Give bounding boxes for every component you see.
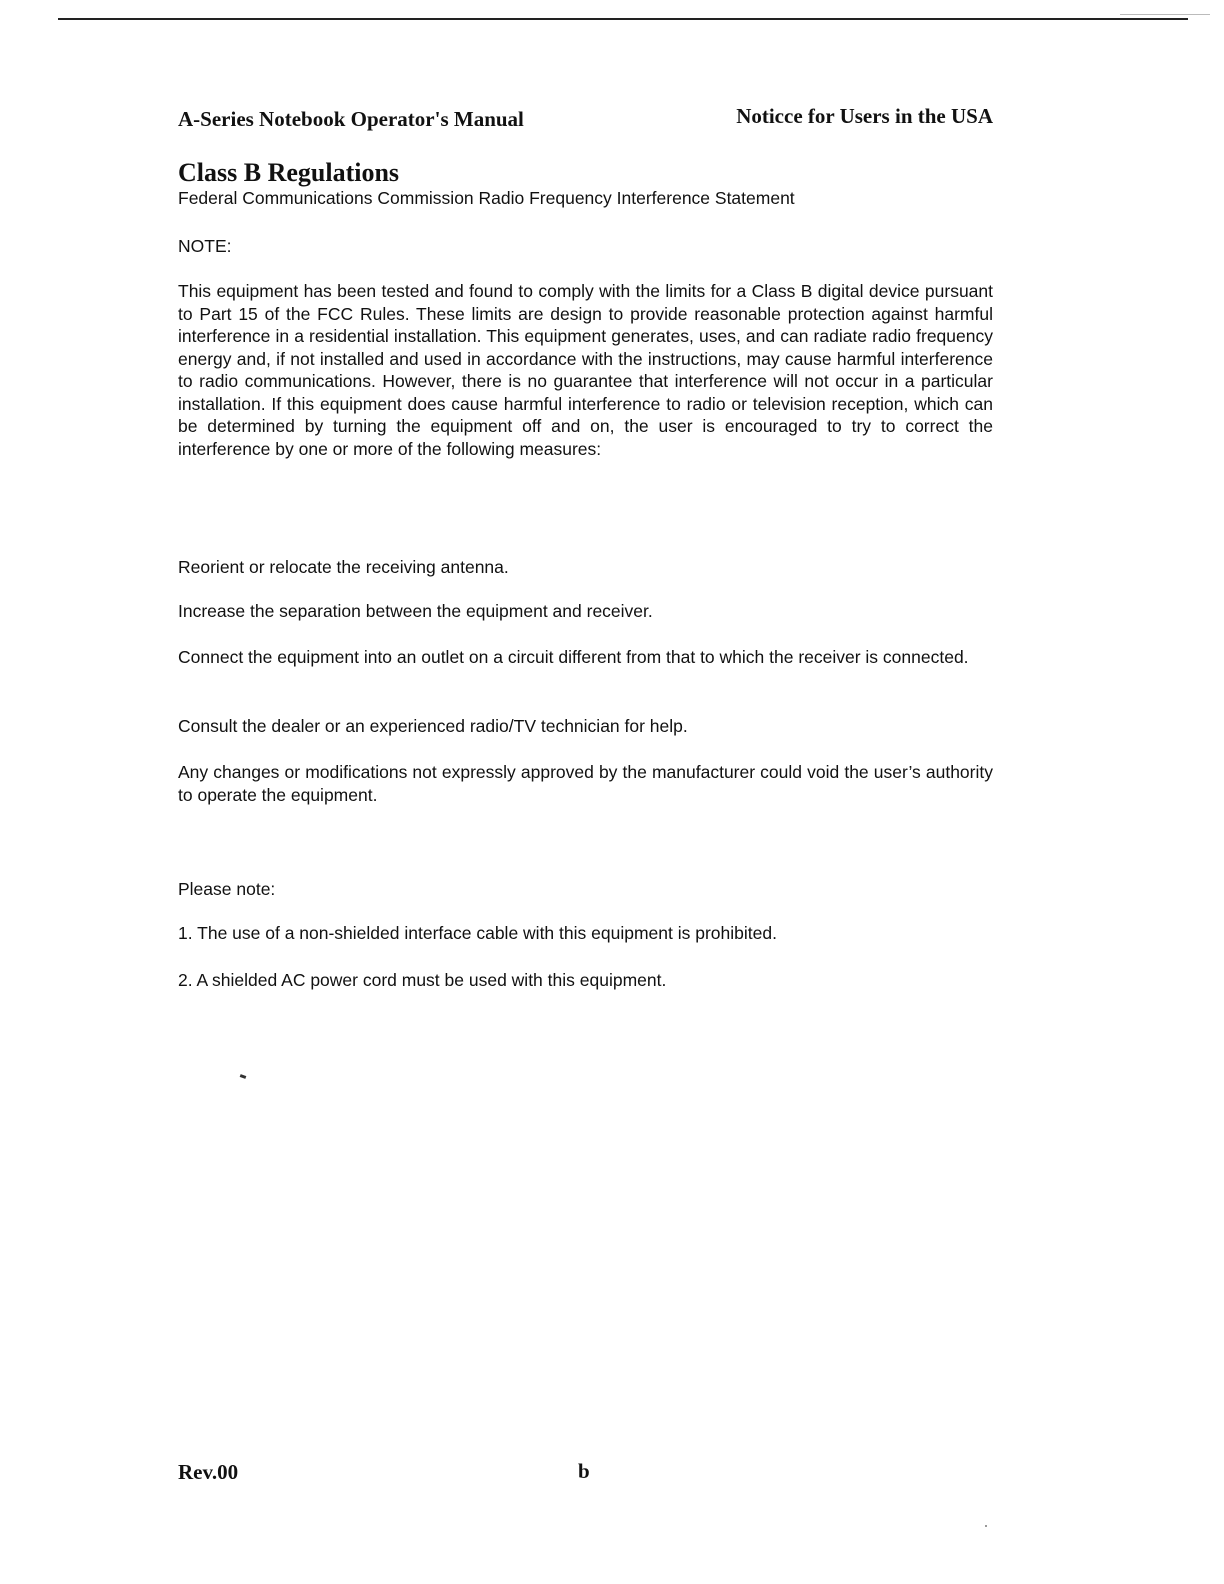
top-rule-faint [1120,14,1210,15]
top-rule [58,18,1188,20]
footer-page-number: b [578,1459,590,1483]
measure-item: Connect the equipment into an outlet on a circuit different from that to which the receiver is connected. [178,647,969,667]
measure-item: Reorient or relocate the receiving antenna. [178,557,509,577]
modification-warning: Any changes or modifications not expressly approved by the manufacturer could void the user’s authority to operate the equipment. [178,762,993,805]
footer-revision: Rev.00 [178,1460,239,1484]
running-header-section: Noticce for Users in the USA [736,104,993,128]
running-header-manual-title: A-Series Notebook Operator's Manual [178,107,524,131]
measure-item: Consult the dealer or an experienced radio/TV technician for help. [178,716,688,736]
measure-item: Increase the separation between the equipment and receiver. [178,601,653,621]
body-paragraph: This equipment has been tested and found to comply with the limits for a Class B digital device pursuant to Part 15 of the FCC Rules. These limits are design to provide reasonable protection against harmful interference in a residential installation. This equipment generates, uses, and can radiate radio frequency energy and, if not installed and used in accordance with the instructions, may cause harmful interference to radio communications. However, there is no guarantee that interference will not occur in a particular installation. If this equipment does cause harmful interference to radio or television reception, which can be determined by turning the equipment off and on, the user is encouraged to try to correct the interference by one or more of the following measures: [178,281,993,459]
scan-speck [985,1525,987,1527]
section-title: Class B Regulations [178,158,400,187]
please-note-item: 2. A shielded AC power cord must be used with this equipment. [178,970,667,990]
please-note-label: Please note: [178,879,276,899]
scan-speck [240,1074,247,1079]
please-note-item: 1. The use of a non-shielded interface cable with this equipment is prohibited. [178,923,777,943]
note-label: NOTE: [178,236,232,256]
section-subtitle: Federal Communications Commission Radio Frequency Interference Statement [178,188,795,208]
